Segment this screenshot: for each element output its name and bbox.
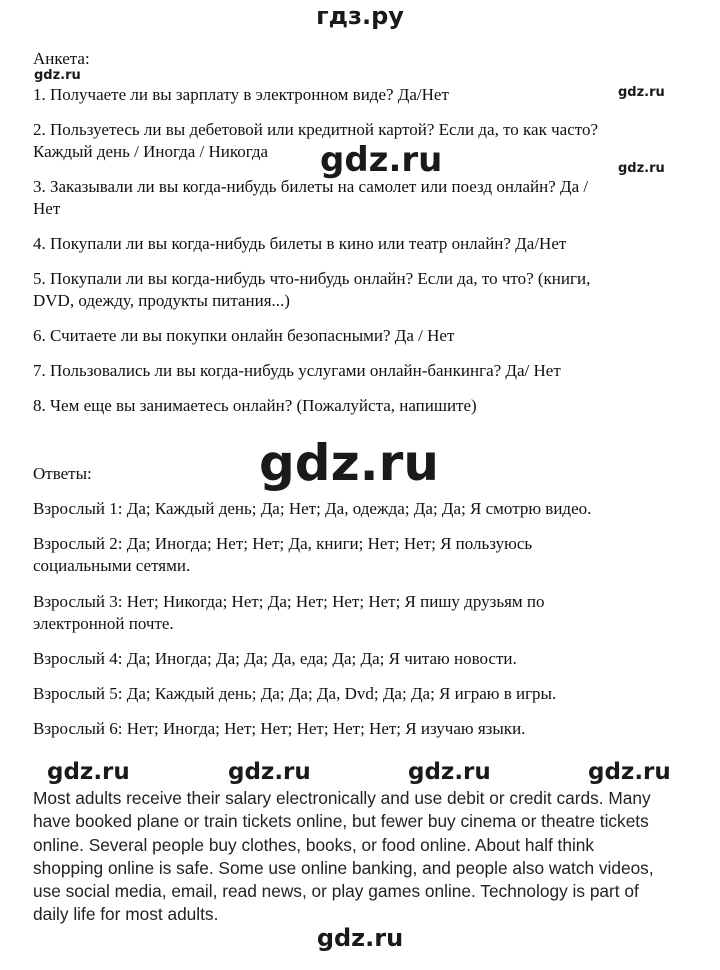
summary-line: use social media, email, read news, or play games online. Technology is part of <box>33 881 639 902</box>
survey-question-continued: Нет <box>33 199 61 218</box>
summary-line: have booked plane or train tickets online, but fewer buy cinema or theatre tickets <box>33 811 649 832</box>
answer-line-continued: электронной почте. <box>33 614 174 633</box>
watermark-row: gdz.ru <box>228 759 311 785</box>
survey-question: 2. Пользуетесь ли вы дебетовой или кредитной картой? Если да, то как часто? <box>33 120 598 139</box>
watermark-row: gdz.ru <box>588 759 671 785</box>
survey-question-continued: Каждый день / Иногда / Никогда <box>33 142 269 161</box>
answer-line: Взрослый 6: Нет; Иногда; Нет; Нет; Нет; Нет; Нет; Я изучаю языки. <box>33 719 526 738</box>
survey-question: 5. Покупали ли вы когда-нибудь что-нибудь онлайн? Если да, то что? (книги, <box>33 269 591 288</box>
summary-line: shopping online is safe. Some use online banking, and people also watch videos, <box>33 857 654 878</box>
watermark-row: gdz.ru <box>408 759 491 785</box>
footer-watermark: gdz.ru <box>316 924 404 952</box>
answer-line: Взрослый 5: Да; Каждый день; Да; Да; Да, Dvd; Да; Да; Я играю в игры. <box>33 684 557 703</box>
header-watermark: гдз.ру <box>316 2 404 30</box>
survey-question: 7. Пользовались ли вы когда-нибудь услугами онлайн-банкинга? Да/ Нет <box>33 361 561 380</box>
watermark-small: gdz.ru <box>618 85 665 100</box>
survey-question: 3. Заказывали ли вы когда-нибудь билеты на самолет или поезд онлайн? Да / <box>33 177 589 196</box>
watermark-medium: gdz.ru <box>320 140 443 180</box>
summary-line: daily life for most adults. <box>33 904 219 925</box>
summary-line: online. Several people buy clothes, books, or food online. About half think <box>33 834 595 855</box>
survey-question: 1. Получаете ли вы зарплату в электронном виде? Да/Нет <box>33 85 449 104</box>
answer-line: Взрослый 3: Нет; Никогда; Нет; Да; Нет; Нет; Нет; Я пишу друзьям по <box>33 592 545 611</box>
watermark-large: gdz.ru <box>259 434 439 492</box>
survey-question: 4. Покупали ли вы когда-нибудь билеты в кино или театр онлайн? Да/Нет <box>33 234 567 253</box>
watermark-small: gdz.ru <box>34 68 81 83</box>
summary-paragraph <box>33 787 693 927</box>
watermark-row: gdz.ru <box>47 759 130 785</box>
watermark-small: gdz.ru <box>618 161 665 176</box>
answer-line: Взрослый 4: Да; Иногда; Да; Да; Да, еда; Да; Да; Я читаю новости. <box>33 649 517 668</box>
answer-line-continued: социальными сетями. <box>33 556 191 575</box>
survey-heading: Анкета: <box>33 49 90 68</box>
answer-line: Взрослый 1: Да; Каждый день; Да; Нет; Да, одежда; Да; Да; Я смотрю видео. <box>33 499 592 518</box>
answer-line: Взрослый 2: Да; Иногда; Нет; Нет; Да, книги; Нет; Нет; Я пользуюсь <box>33 534 533 553</box>
survey-question-continued: DVD, одежду, продукты питания...) <box>33 291 290 310</box>
survey-question: 6. Считаете ли вы покупки онлайн безопасными? Да / Нет <box>33 326 455 345</box>
answers-heading: Ответы: <box>33 464 92 483</box>
survey-question: 8. Чем еще вы занимаетесь онлайн? (Пожалуйста, напишите) <box>33 396 477 415</box>
summary-line: Most adults receive their salary electronically and use debit or credit cards. Many <box>33 788 651 808</box>
